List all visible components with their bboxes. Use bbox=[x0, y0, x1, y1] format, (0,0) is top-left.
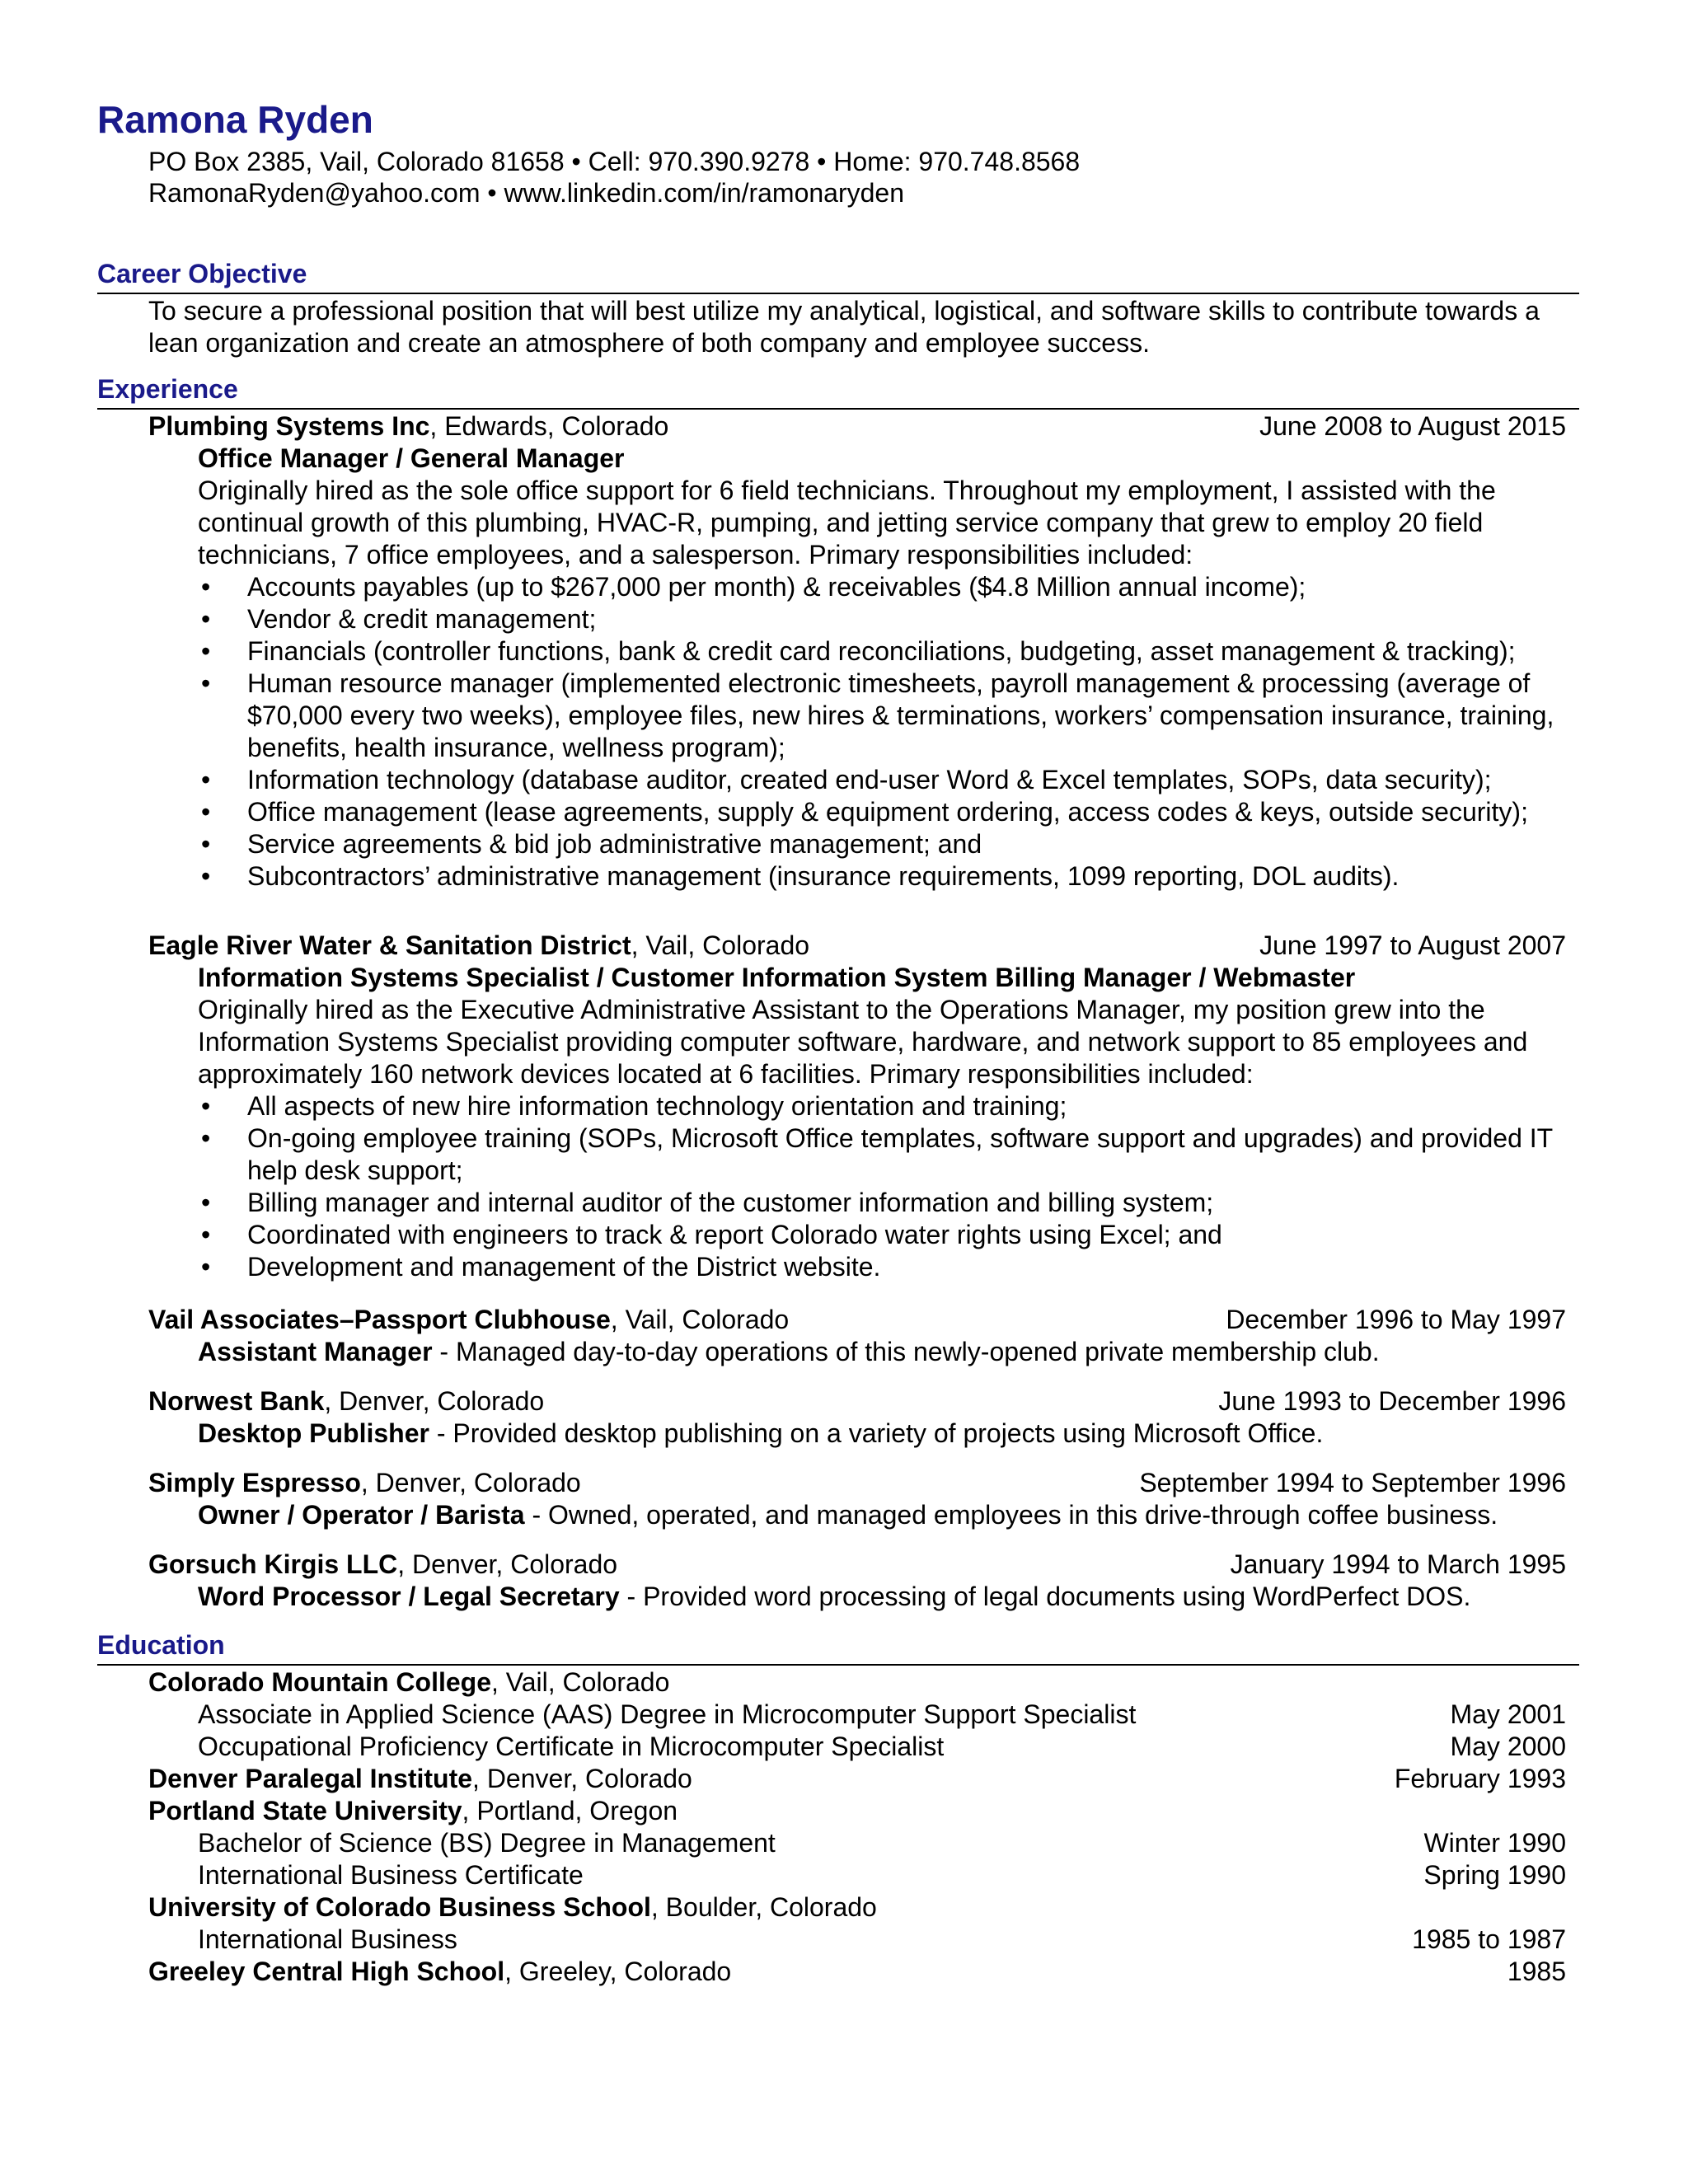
school-location: , Denver, Colorado bbox=[472, 1764, 692, 1793]
job-company: Simply Espresso bbox=[148, 1468, 361, 1497]
education-item-label: International Business Certificate bbox=[198, 1860, 584, 1890]
list-item: • Subcontractors’ administrative management (insurance requirements, 1099 reporting, DOL audits). bbox=[198, 860, 1582, 893]
job-location: , Denver, Colorado bbox=[324, 1386, 545, 1416]
job-responsibilities bbox=[198, 571, 1582, 893]
job-header bbox=[148, 1304, 1566, 1336]
school-name: Portland State University bbox=[148, 1796, 462, 1825]
job-company: Gorsuch Kirgis LLC bbox=[148, 1549, 398, 1579]
job-location: , Vail, Colorado bbox=[610, 1305, 790, 1334]
job-role-line bbox=[198, 1336, 1380, 1368]
education-item-date: Spring 1990 bbox=[1423, 1860, 1566, 1890]
list-item: • Financials (controller functions, bank & credit card reconciliations, budgeting, asset management & tracking); bbox=[198, 635, 1582, 668]
section-divider bbox=[97, 1664, 1579, 1666]
education-item-label: Bachelor of Science (BS) Degree in Management bbox=[198, 1828, 776, 1858]
school-name: Denver Paralegal Institute bbox=[148, 1764, 473, 1793]
education-item-label: Occupational Proficiency Certificate in Microcomputer Specialist bbox=[198, 1732, 945, 1761]
job-company: Eagle River Water & Sanitation District bbox=[148, 930, 631, 960]
applicant-name: Ramona Ryden bbox=[97, 98, 373, 141]
job-role-line bbox=[198, 1581, 1470, 1613]
section-title-experience: Experience bbox=[97, 374, 238, 404]
school-header bbox=[148, 1763, 1566, 1795]
education-item-date: Winter 1990 bbox=[1423, 1828, 1566, 1858]
job-description: - Managed day-to-day operations of this newly-opened private membership club. bbox=[432, 1337, 1380, 1366]
school-header bbox=[148, 1795, 1566, 1827]
job-company: Norwest Bank bbox=[148, 1386, 325, 1416]
job-dates: June 1997 to August 2007 bbox=[1259, 930, 1566, 960]
school-location: , Vail, Colorado bbox=[490, 1667, 670, 1697]
job-header bbox=[148, 1385, 1566, 1418]
job-header bbox=[148, 930, 1566, 962]
education-item-label: International Business bbox=[198, 1924, 457, 1954]
job-dates: December 1996 to May 1997 bbox=[1226, 1305, 1566, 1334]
job-summary: Originally hired as the sole office support for 6 field technicians. Throughout my employment, I assisted with the continual growth of this plumbing, HVAC-R, pumping, and jetting service company that grew to employ 20 field technicians, 7 office employees, and a salesperson. Primary responsibilities included: bbox=[198, 476, 1496, 569]
list-item: • Office management (lease agreements, supply & equipment ordering, access codes & keys, outside security); bbox=[198, 796, 1582, 828]
education-item bbox=[198, 1924, 1566, 1956]
job-location: , Denver, Colorado bbox=[360, 1468, 581, 1497]
job-role: Office Manager / General Manager bbox=[198, 443, 625, 473]
list-item: • Service agreements & bid job administrative management; and bbox=[198, 828, 1582, 860]
contact-line-email-linkedin: RamonaRyden@yahoo.com • www.linkedin.com/in/ramonaryden bbox=[148, 178, 904, 208]
education-item bbox=[198, 1827, 1566, 1859]
list-item: • All aspects of new hire information technology orientation and training; bbox=[198, 1090, 1582, 1122]
list-item: • Billing manager and internal auditor of the customer information and billing system; bbox=[198, 1187, 1582, 1219]
job-location: , Edwards, Colorado bbox=[429, 411, 669, 441]
job-role: Word Processor / Legal Secretary bbox=[198, 1582, 620, 1611]
school-header bbox=[148, 1956, 1566, 1988]
school-date: February 1993 bbox=[1394, 1764, 1566, 1793]
job-dates: June 1993 to December 1996 bbox=[1218, 1386, 1566, 1416]
job-header bbox=[148, 1549, 1566, 1581]
job-description: - Owned, operated, and managed employees in this drive-through coffee business. bbox=[524, 1500, 1498, 1530]
job-description: - Provided word processing of legal documents using WordPerfect DOS. bbox=[619, 1582, 1471, 1611]
job-dates: January 1994 to March 1995 bbox=[1230, 1549, 1566, 1579]
job-company: Plumbing Systems Inc bbox=[148, 411, 430, 441]
school-name: Colorado Mountain College bbox=[148, 1667, 491, 1697]
list-item: • Development and management of the District website. bbox=[198, 1251, 1582, 1283]
job-role-line bbox=[198, 1499, 1498, 1531]
school-name: University of Colorado Business School bbox=[148, 1892, 651, 1922]
school-location: , Greeley, Colorado bbox=[504, 1957, 732, 1986]
list-item: • Human resource manager (implemented electronic timesheets, payroll management & processing (average of $70,000 every two weeks), employee files, new hires & terminations, workers’ compensation insurance, training, benefits, health insurance, wellness program); bbox=[198, 668, 1582, 764]
list-item: • Coordinated with engineers to track & report Colorado water rights using Excel; and bbox=[198, 1219, 1582, 1251]
education-item bbox=[198, 1731, 1566, 1763]
section-title-objective: Career Objective bbox=[97, 259, 307, 288]
job-header bbox=[148, 410, 1566, 443]
job-header bbox=[148, 1467, 1566, 1499]
list-item: • Information technology (database auditor, created end-user Word & Excel templates, SOPs, data security); bbox=[198, 764, 1582, 796]
contact-line-address-phone: PO Box 2385, Vail, Colorado 81658 • Cell: 970.390.9278 • Home: 970.748.8568 bbox=[148, 147, 1081, 176]
education-item bbox=[198, 1859, 1566, 1891]
job-dates: September 1994 to September 1996 bbox=[1139, 1468, 1566, 1497]
job-summary: Originally hired as the Executive Administrative Assistant to the Operations Manager, my position grew into the Information Systems Specialist providing computer software, hardware, and network support to 85 employees and approximately 160 network devices located at 6 facilities. Primary responsibilities included: bbox=[198, 995, 1528, 1089]
school-date: 1985 bbox=[1507, 1957, 1566, 1986]
list-item: • Accounts payables (up to $267,000 per month) & receivables ($4.8 Million annual income); bbox=[198, 571, 1582, 603]
job-location: , Vail, Colorado bbox=[631, 930, 810, 960]
job-responsibilities bbox=[198, 1090, 1582, 1283]
school-name: Greeley Central High School bbox=[148, 1957, 505, 1986]
job-role-line bbox=[198, 1418, 1323, 1450]
list-item: • On-going employee training (SOPs, Microsoft Office templates, software support and upgrades) and provided IT help desk support; bbox=[198, 1122, 1582, 1187]
job-dates: June 2008 to August 2015 bbox=[1259, 411, 1566, 441]
job-description: - Provided desktop publishing on a variety of projects using Microsoft Office. bbox=[429, 1418, 1324, 1448]
education-item-date: 1985 to 1987 bbox=[1412, 1924, 1566, 1954]
job-role: Desktop Publisher bbox=[198, 1418, 429, 1448]
objective-text: To secure a professional position that will best utilize my analytical, logistical, and software skills to contribute towards a lean organization and create an atmosphere of both company and employee success. bbox=[148, 296, 1540, 358]
job-role: Owner / Operator / Barista bbox=[198, 1500, 525, 1530]
education-item-label: Associate in Applied Science (AAS) Degree in Microcomputer Support Specialist bbox=[198, 1699, 1137, 1729]
education-item-date: May 2000 bbox=[1450, 1732, 1566, 1761]
job-location: , Denver, Colorado bbox=[397, 1549, 618, 1579]
education-item bbox=[198, 1699, 1566, 1731]
list-item: • Vendor & credit management; bbox=[198, 603, 1582, 635]
school-header bbox=[148, 1666, 1566, 1699]
job-company: Vail Associates–Passport Clubhouse bbox=[148, 1305, 611, 1334]
job-role: Information Systems Specialist / Customer Information System Billing Manager / Webmaster bbox=[198, 963, 1356, 992]
school-location: , Portland, Oregon bbox=[462, 1796, 678, 1825]
section-divider bbox=[97, 408, 1579, 410]
education-item-date: May 2001 bbox=[1450, 1699, 1566, 1729]
section-title-education: Education bbox=[97, 1630, 225, 1660]
school-header bbox=[148, 1891, 1566, 1924]
school-location: , Boulder, Colorado bbox=[650, 1892, 877, 1922]
job-role: Assistant Manager bbox=[198, 1337, 433, 1366]
section-divider bbox=[97, 293, 1579, 294]
